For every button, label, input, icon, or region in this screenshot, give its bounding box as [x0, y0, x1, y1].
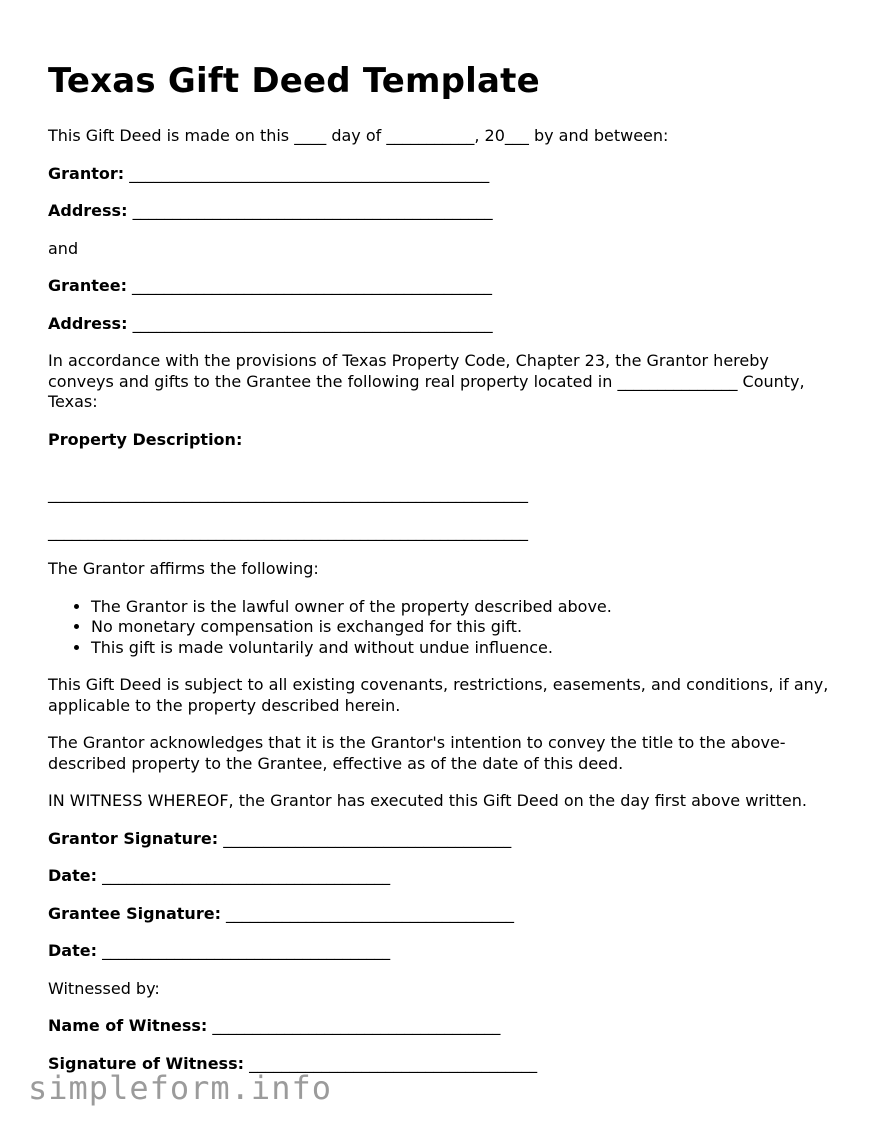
acknowledgment-paragraph: The Grantor acknowledges that it is the Grantor's intention to convey the title to the above-described property to the Grantee, effective as of the date of this deed.	[48, 733, 786, 773]
affirmation-item: • This gift is made voluntarily and without undue influence.	[91, 638, 838, 659]
grantee-signature-label: Grantee Signature:	[48, 903, 221, 923]
affirmation-item: • The Grantor is the lawful owner of the property described above.	[91, 597, 838, 618]
witnessed-by-text: Witnessed by:	[48, 978, 160, 998]
witness-name-field	[48, 1016, 838, 1037]
grantee-label: Grantee:	[48, 276, 127, 295]
grantee-field	[48, 276, 838, 297]
property-description-label: Property Description:	[48, 429, 243, 449]
property-description-line-2: ____________________________________________________________	[48, 521, 528, 541]
document-page	[48, 58, 838, 1091]
document-title: Texas Gift Deed Template	[48, 61, 540, 101]
grantor-label: Grantor:	[48, 163, 125, 183]
grantor-field	[48, 164, 838, 185]
grantor-date-label: Date:	[48, 866, 97, 885]
property-description-line-1: ____________________________________________________________	[48, 484, 528, 503]
affirmation-item: • No monetary compensation is exchanged for this gift.	[91, 617, 838, 638]
grantee-date-label: Date:	[48, 941, 97, 960]
grantor-signature-label: Grantor Signature:	[48, 828, 219, 848]
grantor-date-blank: ____________________________________	[96, 866, 391, 885]
grantor-blank: _____________________________________________	[124, 163, 490, 183]
witness-name-label: Name of Witness:	[48, 1016, 208, 1035]
covenants-paragraph: This Gift Deed is subject to all existing covenants, restrictions, easements, and conditions, if any, applicable to the property described herein.	[48, 675, 829, 715]
witness-name-blank: ____________________________________	[207, 1016, 501, 1035]
grantor-address-blank: _____________________________________________	[127, 201, 493, 220]
grantee-blank: _____________________________________________	[126, 276, 493, 295]
grantor-signature-blank: ____________________________________	[218, 828, 512, 848]
grantee-address-label: Address:	[48, 313, 128, 333]
watermark: simpleform.info	[28, 1069, 332, 1107]
grantor-date-field	[48, 866, 838, 887]
witness-whereof-paragraph: IN WITNESS WHEREOF, the Grantor has executed this Gift Deed on the day first above written.	[48, 791, 807, 810]
and-text: and	[48, 238, 79, 258]
witness-signature-blank: ____________________________________	[244, 1053, 538, 1073]
grantee-date-field	[48, 941, 838, 962]
witness-signature-label: Signature of Witness:	[48, 1053, 244, 1073]
grantee-date-blank: ____________________________________	[96, 941, 391, 960]
affirmations-list	[48, 597, 838, 659]
grantee-signature-blank: ____________________________________	[220, 903, 515, 923]
grantor-address-field	[48, 201, 838, 222]
affirms-intro: The Grantor affirms the following:	[48, 559, 319, 578]
conveyance-paragraph: In accordance with the provisions of Texas Property Code, Chapter 23, the Grantor hereby conveys and gifts to the Grantee the following real property located in _______________ County, Texas:	[48, 351, 805, 411]
grantor-signature-field	[48, 829, 838, 850]
grantee-address-blank: _____________________________________________	[127, 313, 493, 333]
grantor-address-label: Address:	[48, 201, 128, 220]
grantee-signature-field	[48, 904, 838, 925]
intro-paragraph: This Gift Deed is made on this ____ day of ___________, 20___ by and between:	[48, 126, 669, 145]
grantee-address-field	[48, 314, 838, 335]
